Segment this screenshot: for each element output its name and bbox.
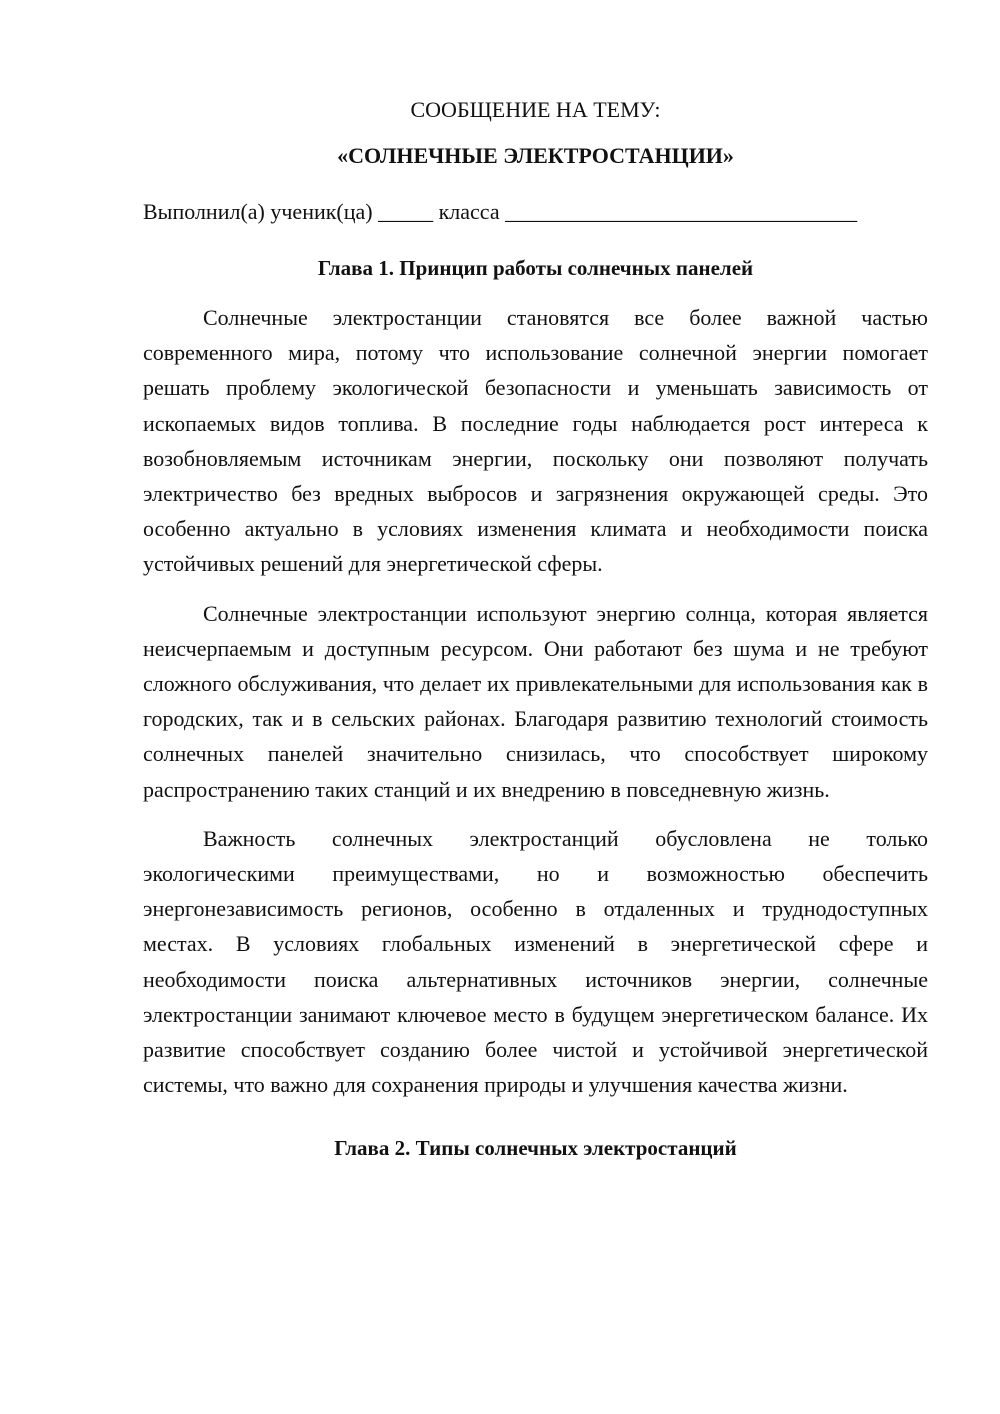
chapter-2-heading: Глава 2. Типы солнечных электростанций [334, 1136, 737, 1161]
author-line: Выполнил(а) ученик(ца) _____ класса ________________________________ [143, 199, 858, 224]
chapter-1-heading: Глава 1. Принцип работы солнечных панелей [317, 256, 754, 280]
paragraph-2: Солнечные электростанции используют энергию солнца, которая является неисчерпаемым и доступным ресурсом. Они работают без шума и не требуют сложного обслуживания, что делает их привлекательными для использования как в городских, так и в сельских районах. Благодаря развитию технологий стоимость солнечных панелей значительно снизилась, что способствует широкому распространению таких станций и их внедрению в повседневную жизнь. [143, 600, 928, 802]
paragraph-3: Важность солнечных электростанций обусловлена не только экологическими преимуществами, но и возможностью обеспечить энергонезависимость регионов, особенно в отдаленных и труднодоступных местах. В условиях глобальных изменений в энергетической сфере и необходимости поиска альтернативных источников энергии, солнечные электростанции занимают ключевое место в будущем энергетическом балансе. Их развитие способствует созданию более чистой и устойчивой энергетической системы, что важно для сохранения природы и улучшения качества жизни. [143, 825, 928, 1098]
document-subtitle: «СОЛНЕЧНЫЕ ЭЛЕКТРОСТАНЦИИ» [337, 143, 734, 168]
document-title: СООБЩЕНИЕ НА ТЕМУ: [410, 97, 661, 122]
paragraph-1: Солнечные электростанции становятся все более важной частью современного мира, потому что использование солнечной энергии помогает решать проблему экологической безопасности и уменьшать зависимость от ископаемых видов топлива. В последние годы наблюдается рост интереса к возобновляемым источникам энергии, поскольку они позволяют получать электричество без вредных выбросов и загрязнения окружающей среды. Это особенно актуально в условиях изменения климата и необходимости поиска устойчивых решений для энергетической сферы. [143, 305, 928, 577]
